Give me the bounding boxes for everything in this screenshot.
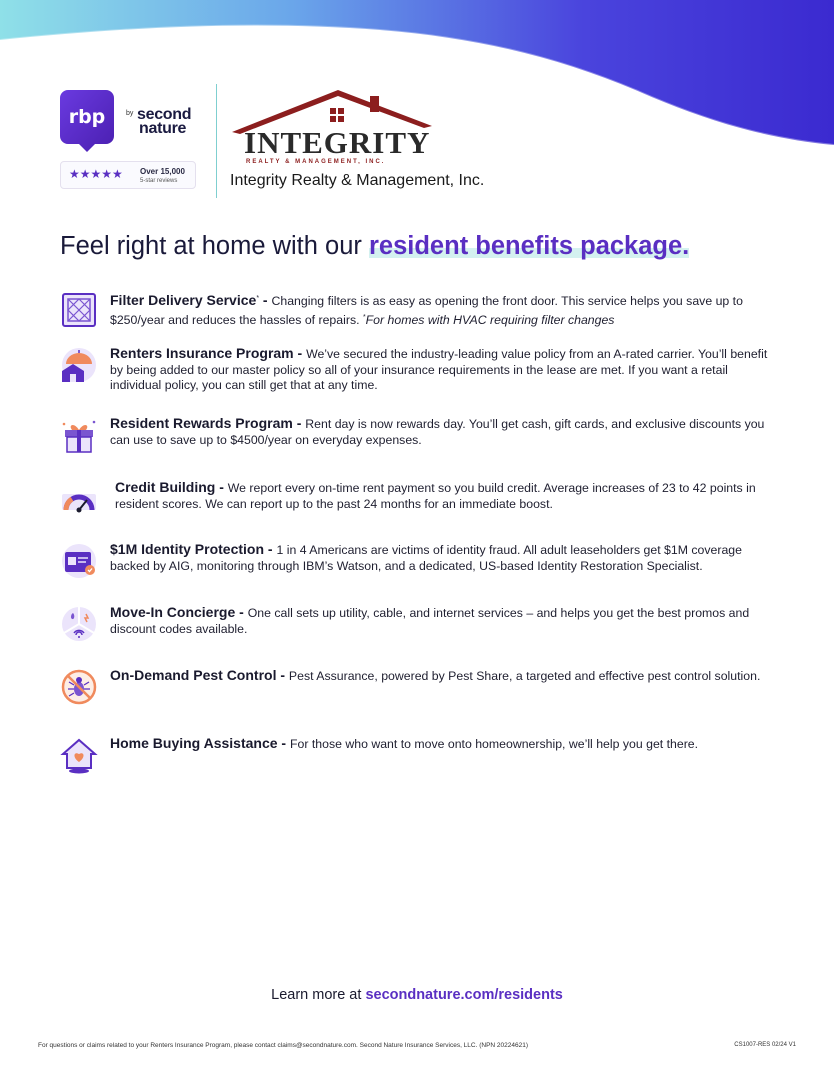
integrity-logo-subtitle: REALTY & MANAGEMENT, INC.: [246, 159, 386, 165]
benefit-separator: -: [276, 667, 289, 683]
page-title: [60, 232, 689, 261]
benefit-title: Credit Building: [115, 479, 216, 495]
benefit-title: Home Buying Assistance: [110, 735, 278, 751]
benefit-separator: -: [292, 415, 306, 431]
title-prefix: Feel right at home with our: [60, 232, 369, 260]
by-label: by: [126, 110, 134, 117]
benefit-title: On-Demand Pest Control: [110, 667, 277, 683]
filter-icon: [60, 291, 98, 329]
learn-more-link[interactable]: secondnature.com/residents: [365, 987, 563, 1003]
benefit-text: [110, 291, 780, 328]
note-asterisk: *: [362, 313, 366, 321]
learn-more-prefix: Learn more at: [271, 987, 366, 1003]
learn-more: [0, 987, 834, 1003]
house-heart-icon: [60, 736, 98, 774]
benefit-description: We’ve secured the industry-leading value policy from an A-rated carrier. You’ll benefit by being added to our master policy so all of your insurance requirements in the lease are met. If you want a retail individual policy, you can still get that at any time.: [110, 347, 768, 392]
benefit-description: One call sets up utility, cable, and internet services – and helps you get the best promos and discount codes available.: [110, 606, 750, 636]
benefit-separator: -: [235, 604, 248, 620]
title-asterisk: *: [256, 295, 260, 302]
reviews-badge: [60, 161, 196, 189]
star-rating-icon: ★★★★★: [69, 167, 123, 181]
benefit-title: Renters Insurance Program: [110, 345, 294, 361]
benefit-text: [115, 480, 785, 512]
benefit-separator: -: [264, 541, 277, 557]
id-card-icon: [60, 542, 98, 580]
rbp-logo-text: rbp: [68, 106, 106, 128]
benefit-text: [110, 416, 780, 448]
title-highlight: resident benefits package.: [368, 232, 690, 260]
benefit-text: [110, 605, 780, 637]
footer-disclaimer: For questions or claims related to your Renters Insurance Program, please contact claims@secondnature.com. Second Nature Insurance Services, LLC. (NPN 20224621): [38, 1042, 529, 1049]
gift-icon: [60, 416, 98, 454]
benefit-description: Changing filters is as easy as opening the front door. This service helps you save up to $250/year and reduces the hassles of repairs.: [110, 294, 743, 327]
no-pest-icon: [60, 668, 98, 706]
second-nature-wordmark-line1: second: [137, 106, 192, 123]
benefit-description: We report every on-time rent payment so you build credit. Average increases of 23 to 42 points in resident scores. We can report up to the past 24 months for an immediate boost.: [115, 481, 756, 511]
benefit-text: [110, 346, 780, 394]
benefit-title: $1M Identity Protection: [110, 541, 265, 557]
benefit-separator: -: [293, 345, 307, 361]
header-divider: [216, 84, 217, 198]
credit-gauge-icon: [60, 480, 98, 518]
benefit-text: [110, 668, 780, 685]
umbrella-home-icon: [60, 346, 98, 384]
benefit-title: Resident Rewards Program: [110, 415, 293, 431]
reviews-count: Over 15,000: [140, 167, 185, 176]
benefit-text: [110, 736, 780, 753]
utilities-icon: [60, 605, 98, 643]
integrity-logo-word: INTEGRITY: [244, 125, 431, 160]
benefit-description: For those who want to move onto homeownership, we’ll help you get there.: [289, 737, 699, 751]
benefit-note: For homes with HVAC requiring filter changes: [365, 312, 615, 327]
benefit-description: Pest Assurance, powered by Pest Share, a targeted and effective pest control solution.: [288, 669, 761, 683]
benefit-text: [110, 542, 780, 574]
benefit-separator: -: [277, 735, 290, 751]
footer-code: CS1007-RES 02/24 V1: [734, 1042, 796, 1048]
benefit-title: Move-In Concierge: [110, 604, 236, 620]
benefit-separator: -: [259, 292, 272, 309]
benefit-title: Filter Delivery Service: [110, 292, 257, 309]
second-nature-wordmark-line2: nature: [139, 120, 187, 137]
benefit-description: Rent day is now rewards day. You’ll get cash, gift cards, and exclusive discounts you can use to save up to $4500/year on everyday expenses.: [110, 417, 765, 447]
benefit-description: 1 in 4 Americans are victims of identity fraud. All adult leaseholders get $1M coverage backed by AIG, monitoring through IBM’s Watson, and a dedicated, US-based Identity Restoration Specialist.: [110, 543, 742, 573]
company-name: Integrity Realty & Management, Inc.: [230, 172, 485, 189]
reviews-caption: 5-star reviews: [140, 178, 178, 184]
benefit-separator: -: [215, 479, 228, 495]
